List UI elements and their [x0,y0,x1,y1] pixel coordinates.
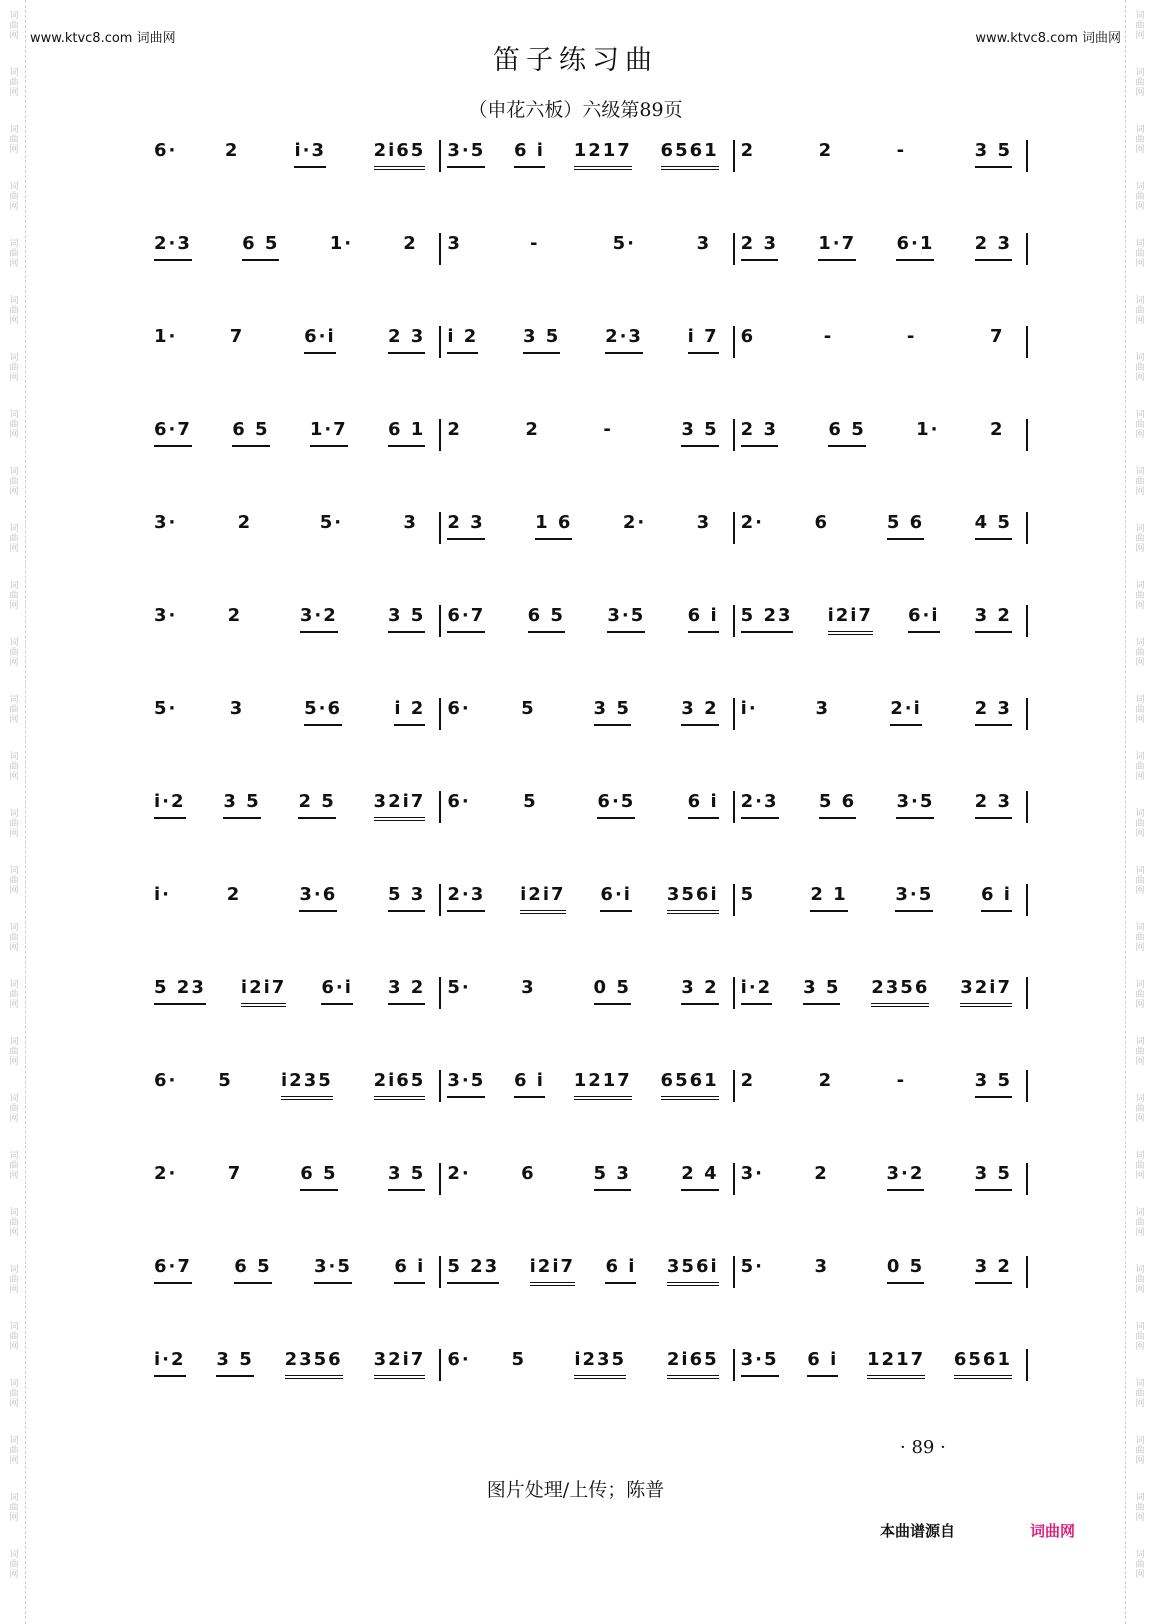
watermark-text: 词曲网 [1133,1492,1144,1522]
measure [441,1163,734,1195]
note-group: 2i65 [374,140,426,170]
watermark-text: 词曲网 [7,181,18,211]
score-line [148,1256,1028,1349]
note-group: 2 1 [810,884,847,912]
note-group: 356i [667,1256,719,1286]
note-group: 6·7 [154,419,192,447]
watermark-text: 词曲网 [1133,295,1144,325]
note-group: 32i7 [960,977,1012,1007]
note-group: 6 5 [232,419,269,447]
footer-source-label: 本曲谱源自 [880,1522,956,1540]
watermark-text: 词曲网 [7,1378,18,1408]
watermark-text: 词曲网 [1133,1150,1144,1180]
note-group: 32i7 [374,1349,426,1379]
score-line [148,233,1028,326]
note-group: 356i [667,884,719,914]
measure [735,698,1028,730]
measure [441,512,734,544]
note-group: 6· [447,698,471,719]
note-group: 6 i [981,884,1012,912]
watermark-text: 词曲网 [1133,751,1144,781]
measure [441,419,734,451]
watermark-text: 词曲网 [7,1036,18,1066]
note-group: i 2 [394,698,425,726]
note-group: i 2 [447,326,478,354]
note-group: 2 [227,605,243,626]
note-group: 5 23 [447,1256,499,1284]
score-line [148,512,1028,605]
note-group: 6 5 [828,419,865,447]
note-group: 6·5 [597,791,635,819]
note-group: 6·i [321,977,353,1005]
watermark-text: 词曲网 [1133,1264,1144,1294]
music-score [148,140,1028,1442]
watermark-text: 词曲网 [7,580,18,610]
note-group: 2 [447,419,462,440]
note-group: - [529,233,540,254]
watermark-text: 词曲网 [1133,694,1144,724]
watermark-text: 词曲网 [7,865,18,895]
note-group: 1· [329,233,354,254]
note-group: 3 5 [523,326,560,354]
note-group: 3·5 [447,1070,485,1098]
note-group: 2 3 [975,698,1012,726]
note-group: 3 5 [388,1163,425,1191]
note-group: 2i65 [667,1349,719,1379]
watermark-text: 词曲网 [7,1492,18,1522]
measure [148,233,441,265]
note-group: 2 [237,512,253,533]
measure [441,605,734,637]
watermark-text: 词曲网 [1133,1093,1144,1123]
watermark-text: 词曲网 [1133,10,1144,40]
note-group: i·2 [154,1349,186,1377]
measure [441,698,734,730]
score-line [148,977,1028,1070]
measure [735,1163,1028,1195]
note-group: 6 5 [300,1163,337,1191]
note-group: 2·3 [447,884,485,912]
watermark-text: 词曲网 [1133,922,1144,952]
note-group: 2 3 [388,326,425,354]
note-group: 6 1 [388,419,425,447]
measure [148,1256,441,1288]
measure [735,140,1028,172]
note-group: 2 [525,419,540,440]
watermark-text: 词曲网 [1133,1378,1144,1408]
note-group: 6 i [807,1349,838,1377]
measure [735,1070,1028,1102]
note-group: 3 5 [223,791,260,819]
note-group: 2i65 [374,1070,426,1100]
score-line [148,140,1028,233]
note-group: i·3 [294,140,326,168]
note-group: 2 [740,1070,756,1091]
note-group: 5· [740,1256,765,1277]
watermark-text: 词曲网 [7,409,18,439]
note-group: 3 [521,977,536,998]
measure [148,326,441,358]
note-group: 6·i [908,605,940,633]
note-group: 3 [403,512,418,533]
watermark-text: 词曲网 [7,295,18,325]
measure [441,1070,734,1102]
note-group: 3 [696,233,712,254]
note-group: 2 [818,140,834,161]
note-group: 2·3 [741,791,779,819]
score-line [148,1163,1028,1256]
note-group: 5 3 [594,1163,631,1191]
score-line [148,698,1028,791]
watermark-text: 词曲网 [7,1207,18,1237]
note-group: 6561 [661,140,719,170]
measure [148,1163,441,1195]
watermark-text: 词曲网 [1133,181,1144,211]
measure [148,419,441,451]
measure [441,1349,734,1381]
note-group: 6 i [514,140,545,168]
watermark-text: 词曲网 [1133,1435,1144,1465]
measure [735,512,1028,544]
upload-credit: 图片处理/上传；陈普 [486,1479,665,1501]
note-group: 7 [989,326,1005,347]
note-group: 6 i [605,1256,636,1284]
note-group: 3· [740,1163,765,1184]
score-line [148,605,1028,698]
note-group: 3 [815,698,830,719]
note-group: 5· [319,512,344,533]
score-line [148,419,1028,512]
measure [148,1070,441,1102]
header-url-left[interactable]: www.ktvc8.com 词曲网 [30,31,176,46]
note-group: 3 5 [594,698,631,726]
note-group: 6 5 [242,233,279,261]
measure [735,605,1028,637]
note-group: 5· [447,977,471,998]
note-group: i· [740,698,758,719]
note-group: - [896,1070,907,1091]
note-group: 3· [154,605,178,626]
right-watermark-strip [1125,0,1151,1624]
watermark-text: 词曲网 [7,1321,18,1351]
note-group: 5 [740,884,756,905]
note-group: i235 [574,1349,626,1379]
note-group: 2 3 [975,791,1012,819]
watermark-text: 词曲网 [7,10,18,40]
watermark-text: 词曲网 [1133,580,1144,610]
note-group: 2 [740,140,756,161]
note-group: 6·i [304,326,336,354]
note-group: 5 6 [887,512,924,540]
watermark-text: 词曲网 [1133,1321,1144,1351]
note-group: 6·7 [447,605,485,633]
note-group: 4 5 [975,512,1012,540]
note-group: i·2 [741,977,773,1005]
note-group: 5 [521,698,536,719]
note-group: 1·7 [818,233,856,261]
watermark-text: 词曲网 [1133,1207,1144,1237]
measure [148,791,441,823]
note-group: 6· [447,1349,471,1370]
measure [148,140,441,172]
watermark-text: 词曲网 [7,751,18,781]
measure [148,605,441,637]
note-group: 6· [154,1070,178,1091]
watermark-text: 词曲网 [7,922,18,952]
measure [735,791,1028,823]
note-group: 3 [229,698,245,719]
watermark-text: 词曲网 [1133,1549,1144,1579]
score-line [148,326,1028,419]
watermark-text: 词曲网 [1133,466,1144,496]
note-group: 6 5 [234,1256,271,1284]
left-watermark-strip [0,0,26,1624]
watermark-text: 词曲网 [7,238,18,268]
score-line [148,791,1028,884]
watermark-text: 词曲网 [7,1435,18,1465]
note-group: 2 3 [741,233,778,261]
note-group: i2i7 [520,884,565,914]
watermark-text: 词曲网 [7,1093,18,1123]
measure [735,233,1028,265]
note-group: 2 [224,140,240,161]
note-group: 3·5 [741,1349,779,1377]
watermark-text: 词曲网 [1133,238,1144,268]
note-group: 2 3 [447,512,484,540]
footer-brand-link[interactable]: 词曲网 [1030,1522,1076,1540]
note-group: 2· [154,1163,178,1184]
measure [441,977,734,1009]
note-group: 2·3 [154,233,192,261]
watermark-text: 词曲网 [1133,523,1144,553]
note-group: 3 [814,1256,829,1277]
note-group: 2 [989,419,1005,440]
note-group: - [603,419,613,440]
note-group: 6 [740,326,756,347]
note-group: 6· [447,791,471,812]
note-group: 3·5 [896,791,934,819]
measure [441,140,734,172]
note-group: 2·i [890,698,922,726]
watermark-text: 词曲网 [7,466,18,496]
measure [735,977,1028,1009]
measure [148,977,441,1009]
note-group: 2·3 [605,326,643,354]
measure [441,326,734,358]
watermark-text: 词曲网 [7,523,18,553]
page-subtitle: （申花六板）六级第89页 [468,99,683,121]
note-group: 3 5 [975,1163,1012,1191]
watermark-text: 词曲网 [7,352,18,382]
note-group: i2i7 [241,977,286,1007]
note-group: 2· [740,512,765,533]
score-line [148,1070,1028,1163]
note-group: 3 5 [388,605,425,633]
note-group: 3 2 [975,605,1012,633]
page-number: · 89 · [900,1437,946,1458]
score-line [148,1349,1028,1442]
note-group: 3·5 [607,605,645,633]
note-group: 3 2 [975,1256,1012,1284]
note-group: - [896,140,907,161]
note-group: 6 i [394,1256,425,1284]
measure [735,1256,1028,1288]
note-group: 2 [226,884,242,905]
note-group: 3 2 [681,977,718,1005]
measure [441,1256,734,1288]
note-group: 6·1 [896,233,934,261]
measure [735,1349,1028,1381]
note-group: 2356 [285,1349,343,1379]
watermark-text: 词曲网 [1133,637,1144,667]
note-group: i 7 [688,326,719,354]
page-title: 笛子练习曲 [493,45,658,76]
note-group: 2356 [871,977,929,1007]
note-group: 5 23 [154,977,206,1005]
note-group: 6 5 [528,605,565,633]
measure [148,1349,441,1381]
note-group: 3·6 [299,884,337,912]
note-group: i· [154,884,172,905]
note-group: 3·5 [447,140,485,168]
measure [148,884,441,916]
watermark-text: 词曲网 [1133,1036,1144,1066]
note-group: 5 6 [819,791,856,819]
watermark-text: 词曲网 [1133,409,1144,439]
note-group: 3 [447,233,462,254]
watermark-text: 词曲网 [1133,67,1144,97]
note-group: 0 5 [887,1256,924,1284]
note-group: 3 5 [975,140,1012,168]
note-group: 5· [612,233,636,254]
note-group: 3 2 [681,698,718,726]
measure [441,791,734,823]
note-group: i·2 [154,791,186,819]
note-group: 3·2 [300,605,338,633]
note-group: 5 [511,1349,527,1370]
note-group: - [906,326,917,347]
note-group: 1217 [867,1349,925,1379]
note-group: 2 4 [681,1163,718,1191]
note-group: - [823,326,834,347]
note-group: 6·i [600,884,632,912]
note-group: 32i7 [374,791,426,821]
note-group: 5 [218,1070,233,1091]
note-group: 6 i [688,791,719,819]
note-group: 6561 [661,1070,719,1100]
measure [148,512,441,544]
note-group: 5 [523,791,538,812]
watermark-text: 词曲网 [7,979,18,1009]
watermark-text: 词曲网 [7,694,18,724]
header-url-right[interactable]: www.ktvc8.com 词曲网 [975,31,1121,46]
note-group: 2· [447,1163,471,1184]
note-group: 1217 [574,140,632,170]
measure [148,698,441,730]
note-group: 6 [814,512,829,533]
measure [735,419,1028,451]
note-group: 3 5 [681,419,718,447]
note-group: 5 23 [741,605,793,633]
watermark-text: 词曲网 [7,1150,18,1180]
note-group: 5· [154,698,178,719]
note-group: i2i7 [530,1256,575,1286]
note-group: 3 5 [216,1349,253,1377]
watermark-text: 词曲网 [1133,979,1144,1009]
watermark-text: 词曲网 [7,124,18,154]
note-group: 6 i [688,605,719,633]
watermark-text: 词曲网 [1133,865,1144,895]
watermark-text: 词曲网 [7,637,18,667]
watermark-text: 词曲网 [1133,352,1144,382]
watermark-text: 词曲网 [7,808,18,838]
note-group: 2 3 [975,233,1012,261]
note-group: 1 6 [535,512,572,540]
note-group: 0 5 [594,977,631,1005]
watermark-text: 词曲网 [1133,808,1144,838]
measure [735,326,1028,358]
note-group: 5 3 [388,884,425,912]
note-group: 1217 [574,1070,632,1100]
note-group: 2 [814,1163,829,1184]
note-group: 2 [818,1070,834,1091]
note-group: 7 [229,326,245,347]
note-group: 6 [521,1163,536,1184]
note-group: 3 5 [975,1070,1012,1098]
note-group: 6 i [514,1070,545,1098]
note-group: 1· [154,326,178,347]
note-group: 1·7 [310,419,348,447]
note-group: 6· [154,140,178,161]
measure [441,884,734,916]
note-group: 2 5 [298,791,335,819]
note-group: 2· [622,512,647,533]
watermark-text: 词曲网 [7,1549,18,1579]
note-group: 3·5 [314,1256,352,1284]
watermark-text: 词曲网 [7,1264,18,1294]
note-group: 3· [154,512,178,533]
watermark-text: 词曲网 [1133,124,1144,154]
note-group: 6·7 [154,1256,192,1284]
note-group: 2 3 [741,419,778,447]
note-group: 3 2 [388,977,425,1005]
note-group: 5·6 [304,698,342,726]
measure [735,884,1028,916]
note-group: 3 5 [803,977,840,1005]
note-group: i235 [281,1070,333,1100]
measure [441,233,734,265]
note-group: i2i7 [828,605,873,635]
note-group: 3·5 [895,884,933,912]
note-group: 7 [227,1163,243,1184]
note-group: 3 [696,512,712,533]
note-group: 3·2 [887,1163,925,1191]
note-group: 2 [403,233,418,254]
score-line [148,884,1028,977]
watermark-text: 词曲网 [7,67,18,97]
note-group: 6561 [954,1349,1012,1379]
note-group: 1· [916,419,940,440]
